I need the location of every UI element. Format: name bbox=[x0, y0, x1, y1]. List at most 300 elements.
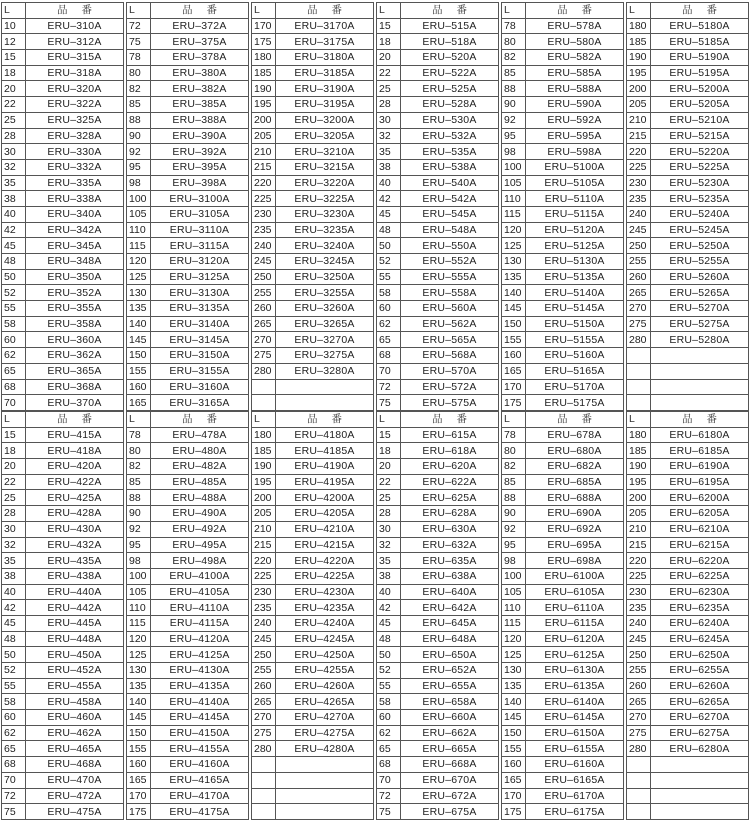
part-no-cell: ERU–4280A bbox=[276, 741, 374, 757]
table-row bbox=[627, 191, 749, 207]
part-no-cell: ERU–3265A bbox=[276, 316, 374, 332]
length-cell: 250 bbox=[627, 647, 651, 663]
length-cell: 245 bbox=[252, 631, 276, 647]
part-no-cell: ERU–6240A bbox=[651, 615, 749, 631]
length-cell: 170 bbox=[127, 788, 151, 804]
part-no-cell: ERU–3245A bbox=[276, 254, 374, 270]
part-no-cell: ERU–4250A bbox=[276, 647, 374, 663]
table-row bbox=[127, 285, 249, 301]
table-row bbox=[377, 725, 499, 741]
part-no-cell: ERU–562A bbox=[401, 316, 499, 332]
part-no-cell: ERU–462A bbox=[26, 725, 124, 741]
table-row bbox=[2, 269, 124, 285]
part-no-cell: ERU–5275A bbox=[651, 316, 749, 332]
table-row bbox=[502, 678, 624, 694]
table-row bbox=[627, 584, 749, 600]
length-cell: 180 bbox=[252, 427, 276, 443]
table-row bbox=[627, 81, 749, 97]
part-no-cell: ERU–488A bbox=[151, 490, 249, 506]
part-no-cell: ERU–5130A bbox=[526, 254, 624, 270]
table-row bbox=[127, 694, 249, 710]
part-no-header: 品番 bbox=[276, 3, 374, 19]
part-no-header: 品番 bbox=[26, 412, 124, 428]
length-header: L bbox=[127, 412, 151, 428]
length-cell: 25 bbox=[2, 112, 26, 128]
part-no-cell: ERU–445A bbox=[26, 615, 124, 631]
part-no-cell: ERU–5110A bbox=[526, 191, 624, 207]
part-no-cell: ERU–660A bbox=[401, 710, 499, 726]
part-no-cell: ERU–495A bbox=[151, 537, 249, 553]
table-row bbox=[377, 757, 499, 773]
part-no-cell: ERU–5215A bbox=[651, 128, 749, 144]
part-no-cell: ERU–5195A bbox=[651, 65, 749, 81]
part-no-cell: ERU–698A bbox=[526, 553, 624, 569]
part-no-cell bbox=[651, 804, 749, 820]
table-row bbox=[627, 285, 749, 301]
table-row bbox=[127, 316, 249, 332]
length-cell: 48 bbox=[377, 631, 401, 647]
part-no-cell: ERU–3180A bbox=[276, 50, 374, 66]
table-row bbox=[377, 772, 499, 788]
table-row bbox=[377, 568, 499, 584]
part-no-cell: ERU–552A bbox=[401, 254, 499, 270]
length-cell: 75 bbox=[2, 804, 26, 820]
length-cell: 32 bbox=[377, 128, 401, 144]
table-row bbox=[377, 459, 499, 475]
part-no-cell: ERU–3150A bbox=[151, 348, 249, 364]
part-no-cell: ERU–472A bbox=[26, 788, 124, 804]
part-no-cell: ERU–548A bbox=[401, 222, 499, 238]
empty-row bbox=[627, 363, 749, 379]
length-cell bbox=[627, 804, 651, 820]
part-no-cell: ERU–6110A bbox=[526, 600, 624, 616]
table-row bbox=[127, 788, 249, 804]
table-row bbox=[627, 521, 749, 537]
table-row bbox=[627, 443, 749, 459]
length-cell: 275 bbox=[627, 725, 651, 741]
table-row bbox=[502, 206, 624, 222]
table-row bbox=[127, 238, 249, 254]
table-row bbox=[127, 741, 249, 757]
length-cell: 60 bbox=[2, 332, 26, 348]
part-no-cell: ERU–3105A bbox=[151, 206, 249, 222]
part-no-cell: ERU–4225A bbox=[276, 568, 374, 584]
header-row bbox=[377, 3, 499, 19]
quadrant-eru-4-series bbox=[1, 411, 374, 820]
table-row bbox=[627, 34, 749, 50]
length-cell: 88 bbox=[502, 490, 526, 506]
length-cell: 110 bbox=[127, 222, 151, 238]
part-no-cell: ERU–395A bbox=[151, 159, 249, 175]
part-no-cell: ERU–515A bbox=[401, 18, 499, 34]
part-no-cell: ERU–4145A bbox=[151, 710, 249, 726]
part-no-header: 品番 bbox=[151, 3, 249, 19]
part-no-cell: ERU–365A bbox=[26, 363, 124, 379]
part-no-cell: ERU–3200A bbox=[276, 112, 374, 128]
table-row bbox=[502, 128, 624, 144]
table-row bbox=[627, 159, 749, 175]
length-cell: 58 bbox=[2, 316, 26, 332]
table-row bbox=[627, 222, 749, 238]
length-header: L bbox=[502, 3, 526, 19]
part-no-cell: ERU–585A bbox=[526, 65, 624, 81]
part-no-cell: ERU–558A bbox=[401, 285, 499, 301]
length-cell: 205 bbox=[627, 97, 651, 113]
table-row bbox=[127, 81, 249, 97]
part-no-cell: ERU–6100A bbox=[526, 568, 624, 584]
table-row bbox=[502, 332, 624, 348]
table-row bbox=[627, 206, 749, 222]
part-no-cell: ERU–370A bbox=[26, 395, 124, 411]
part-no-cell: ERU–415A bbox=[26, 427, 124, 443]
table-row bbox=[252, 663, 374, 679]
length-cell bbox=[627, 379, 651, 395]
part-no-cell bbox=[276, 772, 374, 788]
part-no-cell: ERU–3235A bbox=[276, 222, 374, 238]
length-cell: 45 bbox=[377, 615, 401, 631]
length-cell: 55 bbox=[377, 678, 401, 694]
length-cell: 130 bbox=[127, 285, 151, 301]
table-row bbox=[2, 128, 124, 144]
part-no-cell: ERU–578A bbox=[526, 18, 624, 34]
length-cell: 15 bbox=[377, 18, 401, 34]
part-no-cell: ERU–480A bbox=[151, 443, 249, 459]
table-row bbox=[2, 34, 124, 50]
table-row bbox=[2, 363, 124, 379]
part-no-cell: ERU–455A bbox=[26, 678, 124, 694]
header-row bbox=[2, 412, 124, 428]
length-cell: 85 bbox=[502, 474, 526, 490]
length-cell: 42 bbox=[2, 222, 26, 238]
part-no-cell: ERU–662A bbox=[401, 725, 499, 741]
part-no-cell: ERU–3130A bbox=[151, 285, 249, 301]
length-cell bbox=[627, 363, 651, 379]
parts-table-block bbox=[501, 2, 624, 411]
length-cell: 265 bbox=[252, 694, 276, 710]
table-row bbox=[502, 379, 624, 395]
table-row bbox=[627, 97, 749, 113]
part-no-cell: ERU–3190A bbox=[276, 81, 374, 97]
table-row bbox=[627, 600, 749, 616]
part-no-cell: ERU–4195A bbox=[276, 474, 374, 490]
parts-table-block bbox=[251, 411, 374, 820]
part-no-cell: ERU–498A bbox=[151, 553, 249, 569]
part-no-cell: ERU–6170A bbox=[526, 788, 624, 804]
part-no-cell: ERU–418A bbox=[26, 443, 124, 459]
part-no-cell: ERU–4275A bbox=[276, 725, 374, 741]
part-no-cell: ERU–478A bbox=[151, 427, 249, 443]
table-row bbox=[502, 521, 624, 537]
part-no-cell: ERU–4270A bbox=[276, 710, 374, 726]
part-no-cell: ERU–4100A bbox=[151, 568, 249, 584]
table-row bbox=[2, 50, 124, 66]
length-cell: 220 bbox=[627, 553, 651, 569]
part-no-cell bbox=[276, 757, 374, 773]
table-row bbox=[2, 631, 124, 647]
header-row bbox=[252, 412, 374, 428]
table-row bbox=[502, 741, 624, 757]
length-cell: 38 bbox=[2, 191, 26, 207]
table-row bbox=[252, 647, 374, 663]
part-no-cell: ERU–5250A bbox=[651, 238, 749, 254]
length-cell: 265 bbox=[627, 285, 651, 301]
table-row bbox=[502, 254, 624, 270]
table-row bbox=[502, 18, 624, 34]
part-no-cell: ERU–5185A bbox=[651, 34, 749, 50]
part-no-cell: ERU–675A bbox=[401, 804, 499, 820]
length-cell: 78 bbox=[127, 427, 151, 443]
parts-table-block bbox=[626, 411, 749, 820]
length-cell: 125 bbox=[127, 269, 151, 285]
table-row bbox=[252, 191, 374, 207]
parts-table-block bbox=[126, 2, 249, 411]
part-no-cell: ERU–4125A bbox=[151, 647, 249, 663]
table-row bbox=[627, 553, 749, 569]
length-cell: 120 bbox=[502, 222, 526, 238]
part-no-cell: ERU–362A bbox=[26, 348, 124, 364]
length-cell: 40 bbox=[377, 584, 401, 600]
part-no-cell: ERU–338A bbox=[26, 191, 124, 207]
part-no-cell: ERU–5115A bbox=[526, 206, 624, 222]
header-row bbox=[252, 3, 374, 19]
table-row bbox=[127, 490, 249, 506]
quadrant-eru-3-series bbox=[1, 2, 374, 411]
length-cell: 130 bbox=[127, 663, 151, 679]
length-cell: 220 bbox=[252, 553, 276, 569]
part-no-cell: ERU–3145A bbox=[151, 332, 249, 348]
length-cell: 70 bbox=[2, 395, 26, 411]
table-row bbox=[252, 144, 374, 160]
length-cell: 28 bbox=[377, 97, 401, 113]
part-no-cell: ERU–372A bbox=[151, 18, 249, 34]
length-cell: 245 bbox=[252, 254, 276, 270]
table-row bbox=[127, 804, 249, 820]
table-row bbox=[502, 694, 624, 710]
table-row bbox=[127, 65, 249, 81]
length-cell: 270 bbox=[627, 710, 651, 726]
part-no-cell: ERU–452A bbox=[26, 663, 124, 679]
part-no-cell: ERU–6175A bbox=[526, 804, 624, 820]
part-no-cell: ERU–3125A bbox=[151, 269, 249, 285]
part-no-cell: ERU–6120A bbox=[526, 631, 624, 647]
part-no-cell: ERU–538A bbox=[401, 159, 499, 175]
length-cell: 195 bbox=[627, 474, 651, 490]
part-no-header: 品番 bbox=[651, 412, 749, 428]
part-no-cell: ERU–5175A bbox=[526, 395, 624, 411]
part-no-cell: ERU–620A bbox=[401, 459, 499, 475]
length-cell: 52 bbox=[377, 663, 401, 679]
part-no-cell: ERU–6265A bbox=[651, 694, 749, 710]
length-cell: 125 bbox=[502, 238, 526, 254]
length-cell bbox=[627, 757, 651, 773]
length-cell: 190 bbox=[627, 50, 651, 66]
length-cell: 22 bbox=[377, 65, 401, 81]
length-cell: 215 bbox=[252, 159, 276, 175]
part-no-cell: ERU–352A bbox=[26, 285, 124, 301]
length-cell: 58 bbox=[377, 694, 401, 710]
length-cell: 38 bbox=[377, 568, 401, 584]
part-no-cell: ERU–440A bbox=[26, 584, 124, 600]
length-cell: 40 bbox=[377, 175, 401, 191]
table-row bbox=[502, 238, 624, 254]
part-no-cell: ERU–5100A bbox=[526, 159, 624, 175]
part-no-cell: ERU–525A bbox=[401, 81, 499, 97]
part-no-cell: ERU–318A bbox=[26, 65, 124, 81]
length-cell: 70 bbox=[377, 363, 401, 379]
empty-row bbox=[627, 788, 749, 804]
part-no-cell: ERU–3185A bbox=[276, 65, 374, 81]
table-row bbox=[127, 631, 249, 647]
table-row bbox=[377, 206, 499, 222]
table-row bbox=[2, 301, 124, 317]
part-no-cell: ERU–665A bbox=[401, 741, 499, 757]
part-no-cell: ERU–645A bbox=[401, 615, 499, 631]
length-cell: 255 bbox=[627, 663, 651, 679]
table-row bbox=[502, 427, 624, 443]
table-row bbox=[252, 18, 374, 34]
table-row bbox=[377, 537, 499, 553]
length-cell: 200 bbox=[627, 81, 651, 97]
part-no-cell: ERU–448A bbox=[26, 631, 124, 647]
part-no-cell: ERU–4260A bbox=[276, 678, 374, 694]
table-row bbox=[127, 144, 249, 160]
length-cell: 35 bbox=[377, 144, 401, 160]
table-row bbox=[2, 678, 124, 694]
table-row bbox=[127, 725, 249, 741]
table-row bbox=[127, 521, 249, 537]
table-row bbox=[502, 804, 624, 820]
table-row bbox=[502, 222, 624, 238]
length-cell: 32 bbox=[2, 159, 26, 175]
table-row bbox=[2, 222, 124, 238]
table-row bbox=[627, 474, 749, 490]
length-cell: 175 bbox=[252, 34, 276, 50]
length-cell: 92 bbox=[127, 144, 151, 160]
length-cell: 18 bbox=[377, 443, 401, 459]
part-no-cell: ERU–5135A bbox=[526, 269, 624, 285]
length-cell: 88 bbox=[127, 490, 151, 506]
part-no-cell: ERU–6275A bbox=[651, 725, 749, 741]
part-no-cell: ERU–5105A bbox=[526, 175, 624, 191]
part-no-cell: ERU–630A bbox=[401, 521, 499, 537]
length-cell: 145 bbox=[502, 710, 526, 726]
length-cell: 155 bbox=[127, 363, 151, 379]
table-row bbox=[502, 348, 624, 364]
table-row bbox=[252, 159, 374, 175]
table-row bbox=[252, 678, 374, 694]
part-no-cell: ERU–325A bbox=[26, 112, 124, 128]
length-cell: 45 bbox=[377, 206, 401, 222]
length-cell: 235 bbox=[252, 600, 276, 616]
length-cell: 22 bbox=[2, 97, 26, 113]
length-cell: 230 bbox=[627, 584, 651, 600]
table-row bbox=[127, 427, 249, 443]
table-row bbox=[377, 97, 499, 113]
length-cell: 120 bbox=[127, 254, 151, 270]
table-row bbox=[377, 112, 499, 128]
part-no-cell: ERU–6150A bbox=[526, 725, 624, 741]
empty-row bbox=[627, 804, 749, 820]
part-no-cell: ERU–545A bbox=[401, 206, 499, 222]
table-row bbox=[377, 600, 499, 616]
table-row bbox=[127, 34, 249, 50]
part-no-cell: ERU–628A bbox=[401, 506, 499, 522]
length-cell: 250 bbox=[252, 269, 276, 285]
table-row bbox=[127, 474, 249, 490]
table-row bbox=[127, 175, 249, 191]
part-no-cell: ERU–468A bbox=[26, 757, 124, 773]
part-no-cell: ERU–5155A bbox=[526, 332, 624, 348]
length-cell: 150 bbox=[502, 725, 526, 741]
table-row bbox=[502, 600, 624, 616]
part-no-cell: ERU–565A bbox=[401, 332, 499, 348]
table-row bbox=[127, 301, 249, 317]
part-no-cell: ERU–4255A bbox=[276, 663, 374, 679]
part-no-cell: ERU–482A bbox=[151, 459, 249, 475]
part-no-cell: ERU–618A bbox=[401, 443, 499, 459]
length-cell: 110 bbox=[127, 600, 151, 616]
part-no-cell: ERU–435A bbox=[26, 553, 124, 569]
length-cell: 20 bbox=[2, 459, 26, 475]
table-row bbox=[377, 348, 499, 364]
part-no-cell: ERU–6130A bbox=[526, 663, 624, 679]
length-cell: 170 bbox=[502, 379, 526, 395]
length-cell: 210 bbox=[627, 112, 651, 128]
part-no-cell: ERU–518A bbox=[401, 34, 499, 50]
table-row bbox=[127, 97, 249, 113]
table-row bbox=[127, 678, 249, 694]
table-row bbox=[252, 332, 374, 348]
part-no-cell: ERU–3195A bbox=[276, 97, 374, 113]
length-cell: 70 bbox=[2, 772, 26, 788]
part-no-cell: ERU–3110A bbox=[151, 222, 249, 238]
part-no-cell: ERU–6205A bbox=[651, 506, 749, 522]
table-row bbox=[252, 316, 374, 332]
part-no-cell: ERU–680A bbox=[526, 443, 624, 459]
length-cell: 62 bbox=[377, 725, 401, 741]
length-cell: 260 bbox=[627, 269, 651, 285]
length-header: L bbox=[2, 412, 26, 428]
length-cell: 175 bbox=[127, 804, 151, 820]
table-row bbox=[2, 804, 124, 820]
table-row bbox=[127, 600, 249, 616]
part-no-cell: ERU–568A bbox=[401, 348, 499, 364]
length-cell: 170 bbox=[502, 788, 526, 804]
length-cell: 25 bbox=[377, 490, 401, 506]
part-no-cell: ERU–695A bbox=[526, 537, 624, 553]
length-cell: 245 bbox=[627, 222, 651, 238]
table-row bbox=[2, 553, 124, 569]
part-no-cell: ERU–4150A bbox=[151, 725, 249, 741]
table-row bbox=[127, 332, 249, 348]
length-cell: 58 bbox=[2, 694, 26, 710]
length-cell: 140 bbox=[127, 316, 151, 332]
table-row bbox=[627, 568, 749, 584]
part-no-cell: ERU–6260A bbox=[651, 678, 749, 694]
table-row bbox=[2, 537, 124, 553]
part-no-header: 品番 bbox=[526, 412, 624, 428]
part-no-cell: ERU–388A bbox=[151, 112, 249, 128]
part-no-cell: ERU–5170A bbox=[526, 379, 624, 395]
table-row bbox=[127, 222, 249, 238]
part-no-cell: ERU–375A bbox=[151, 34, 249, 50]
length-cell: 85 bbox=[127, 474, 151, 490]
length-cell: 62 bbox=[2, 725, 26, 741]
part-no-cell: ERU–6250A bbox=[651, 647, 749, 663]
length-cell: 45 bbox=[2, 238, 26, 254]
table-row bbox=[2, 443, 124, 459]
length-cell: 235 bbox=[627, 191, 651, 207]
